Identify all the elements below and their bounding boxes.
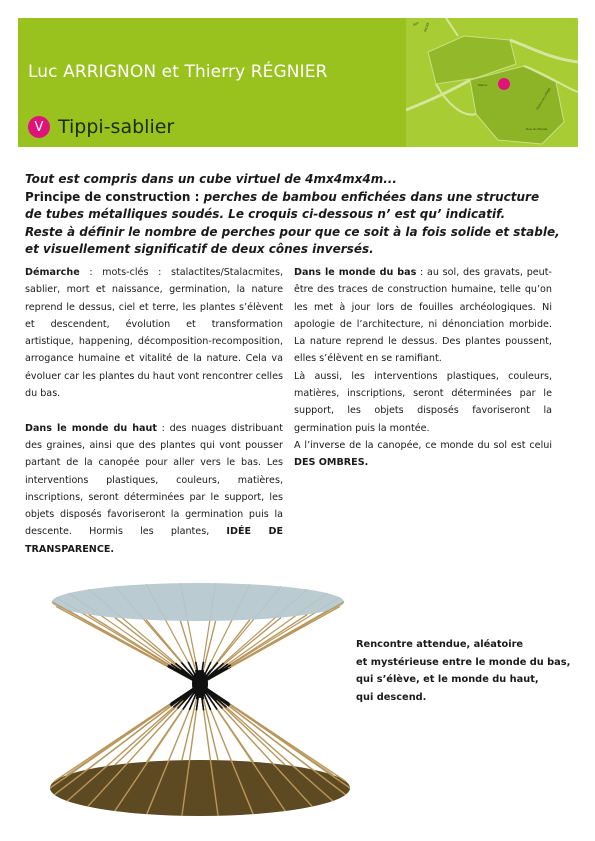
intro-block [25, 171, 560, 259]
paragraph-label: Démarche [25, 267, 80, 278]
paragraph-text: A l’inverse de la canopée, ce monde du sol est celui [294, 439, 552, 451]
paragraph [294, 437, 552, 472]
authors: Luc ARRIGNON et Thierry RÉGNIER [28, 62, 328, 82]
intro-line: Tout est compris dans un cube virtuel de 4mx4mx4m... [25, 172, 397, 186]
paragraph [25, 264, 283, 402]
location-marker-icon [498, 78, 510, 90]
caption-line: et mystérieuse entre le monde du bas, [356, 656, 571, 668]
intro-line: Reste à définir le nombre de perches pour que ce soit à la fois solide et stable, [25, 224, 560, 239]
caption-line: qui descend. [356, 691, 427, 703]
intro-text: perches de bambou enfichées dans une structure [203, 189, 540, 204]
caption-line: Rencontre attendue, aléatoire [356, 639, 524, 650]
paragraph [25, 420, 283, 558]
ground-disc [50, 760, 350, 816]
location-map [406, 18, 578, 147]
paragraph-text: : mots-clés : stalactites/Stalacmites, sablier, mort et naissance, germination, la nature reprend le dessus, ciel et terre, les plantes s’élèvent et descendent, évolution et transformation artistique, happening, décomposition-recomposition, arrogance humaine et vitalité de la nature. Cela va évoluer car les plantes du haut vont rencontrer celles du bas. [25, 267, 283, 400]
paragraph: Là aussi, les interventions plastiques, couleurs, matières, inscriptions, seront déterminées par le support, les objets disposés favoriseront la germination puis la montée. [294, 370, 552, 434]
paragraph-emphasis: DES OMBRES. [294, 457, 369, 469]
paragraph-text: : au sol, des gravats, peut-être des traces de construction humaine, telle qu’on les met à jour lors de fouilles archéologiques. Ni apologie de l’architecture, ni dénonciation morbide. La nature reprend le dessus. Des plantes poussent, elles s’élèvent en se ramifiant. [294, 267, 552, 365]
map-label: Rue du Marais [526, 127, 548, 131]
map-label: Mairie [478, 83, 488, 87]
paragraph-label: Dans le monde du bas [294, 267, 417, 278]
map-label: Ferme du village [535, 86, 552, 111]
hourglass-sketch [48, 570, 360, 820]
left-column [25, 264, 283, 558]
right-column [294, 264, 552, 472]
header-band [18, 18, 578, 147]
paragraph [294, 264, 552, 368]
intro-line [25, 189, 540, 207]
section-badge: V [28, 116, 50, 138]
paragraph-label: Dans le monde du haut [25, 422, 157, 434]
page-title: Tippi-sablier [58, 116, 175, 138]
canopy-disc [52, 583, 344, 621]
map-label: MICRE [423, 21, 431, 33]
sketch-core [192, 670, 208, 698]
title-row [28, 116, 174, 138]
caption-line: qui s’élève, et le monde du haut, [356, 674, 539, 685]
intro-label: Principe de construction : [25, 189, 204, 204]
map-label: Bus [412, 20, 420, 27]
intro-line: et visuellement significatif de deux cônes inversés. [25, 242, 374, 256]
sketch-caption [356, 636, 570, 706]
paragraph-text: : des nuages distribuant des graines, ainsi que des plantes qui vont pousser partant de la canopée pour aller vers le bas. Les interventions plastiques, couleurs, matières, inscriptions, seront déterminées par le support, les objets disposés favoriseront la germination puis la descente. Hormis les plantes, [25, 422, 283, 538]
intro-line: de tubes métalliques soudés. Le croquis ci-dessous n’ est qu’ indicatif. [25, 207, 506, 221]
paragraph-emphasis: IDÉE DE TRANSPARENCE. [25, 526, 283, 555]
